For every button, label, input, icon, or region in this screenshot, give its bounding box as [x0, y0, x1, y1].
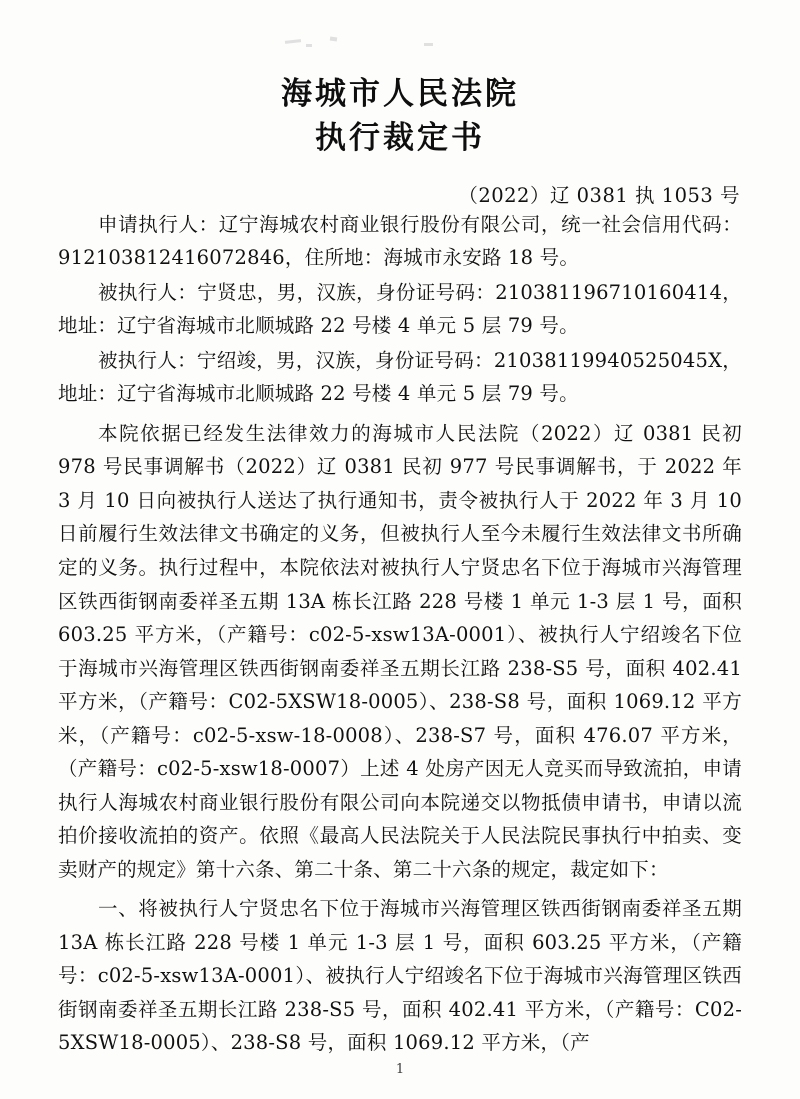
paragraph-findings: 本院依据已经发生法律效力的海城市人民法院（2022）辽 0381 民初 978 号民事调解书（2022）辽 0381 民初 977 号民事调解书，于 2022 年 3 月 10 日向被执行人送达了执行通知书，责令被执行人于 2022 年 3 月 10 日前履行生效法律文书确定的义务，但被执行人至今未履行生效法律文书所确定的义务。执行过程中，本院依法对被执行人宁贤忠名下位于海城市兴海管理区铁西街钢南委祥圣五期 13A 栋长江路 228 号楼 1 单元 1-3 层 1 号，面积 603.25 平方米，（产籍号：c02-5-xsw13A-0001）、被执行人宁绍竣名下位于海城市兴海管理区铁西街钢南委祥圣五期长江路 238-S5 号，面积 402.41 平方米，（产籍号：C02-5XSW18-0005）、238-S8 号，面积 1069.12 平方米，（产籍号：c02-5-xsw-18-0008）、238-S7 号，面积 476.07 平方米，（产籍号：c02-5-xsw18-0007）上述 4 处房产因无人竞买而导致流拍，申请执行人海城农村商业银行股份有限公司向本院递交以物抵债申请书，申请以流拍价接收流拍的资产。依照《最高人民法院关于人民法院民事执行中拍卖、变卖财产的规定》第十六条、第二十条、第二十六条的规定，裁定如下： [58, 421, 742, 881]
page-title: 海城市人民法院 [281, 76, 519, 112]
scan-artifact-mark [424, 43, 433, 46]
scan-artifact-mark [285, 39, 301, 44]
case-number: （2022）辽 0381 执 1053 号 [458, 183, 740, 207]
paragraph-respondent-one: 被执行人：宁贤忠，男，汉族，身份证号码：210381196710160414，地址：辽宁省海城市北顺城路 22 号楼 4 单元 5 层 79 号。 [58, 280, 742, 338]
paragraph-respondent-two: 被执行人：宁绍竣，男，汉族，身份证号码：21038119940525045X，地址：辽宁省海城市北顺城路 22 号楼 4 单元 5 层 79 号。 [58, 348, 742, 406]
document-type-title: 执行裁定书 [315, 119, 485, 156]
page-number: 1 [395, 1062, 405, 1077]
scan-artifact-mark [330, 37, 337, 42]
document-body [58, 208, 742, 1060]
scan-artifact-mark [306, 44, 312, 47]
paragraph-applicant: 申请执行人：辽宁海城农村商业银行股份有限公司，统一社会信用代码：912103812416072846，住所地：海城市永安路 18 号。 [58, 212, 742, 270]
paragraph-ruling-item-one: 一、将被执行人宁贤忠名下位于海城市兴海管理区铁西街钢南委祥圣五期 13A 栋长江路 228 号楼 1 单元 1-3 层 1 号，面积 603.25 平方米，（产籍号：c02-5-xsw13A-0001）、被执行人宁绍竣名下位于海城市兴海管理区铁西街钢南委祥圣五期长江路 238-S5 号，面积 402.41 平方米，（产籍号：C02-5XSW18-0005）、238-S8 号，面积 1069.12 平方米，（产 [58, 897, 742, 1055]
